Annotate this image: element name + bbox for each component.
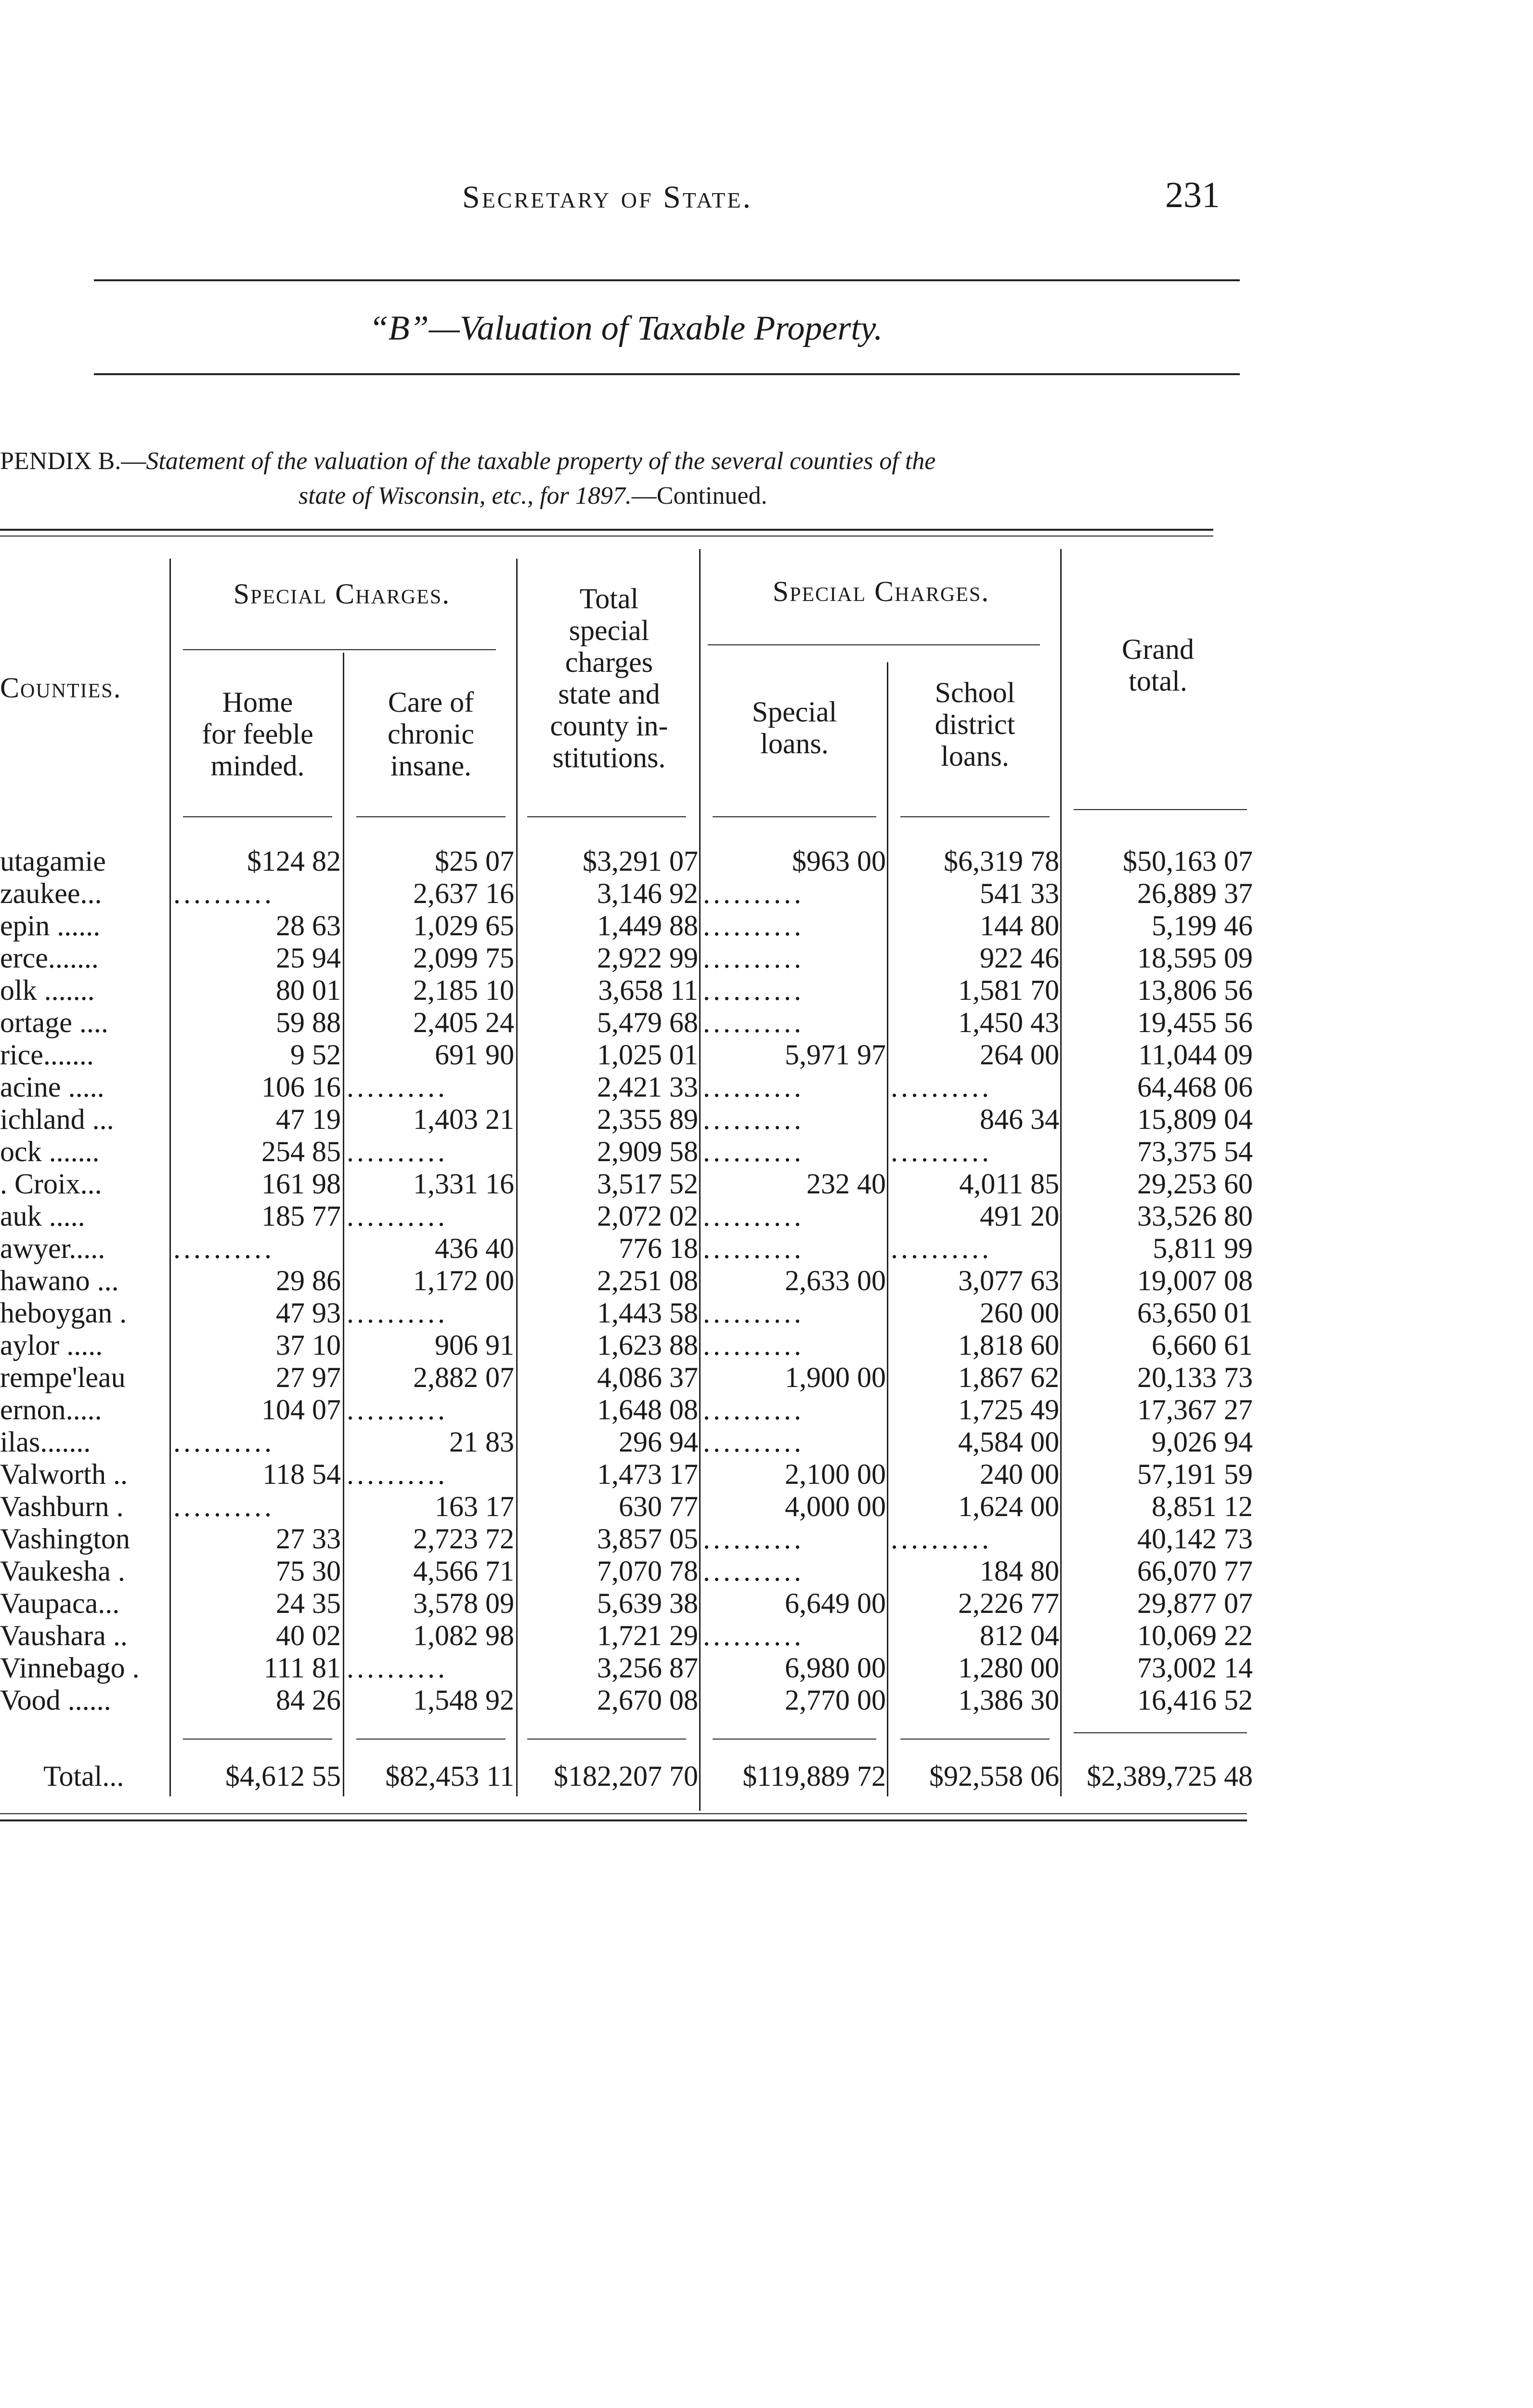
grand-total-cell: 57,191 59 [1137,1458,1253,1490]
hdr-bottom-rule-2 [356,816,506,817]
col-header-home-feeble: Home for feeble minded. [202,686,313,782]
table-row [0,974,1261,1007]
county-name: heboygan . [0,1297,127,1329]
table-row [0,1039,1261,1071]
table-row [0,1652,1261,1684]
total-special-cell: 3,658 11 [598,974,698,1006]
hdr-bottom-rule-3 [527,816,686,817]
home-feeble-cell: 27 33 [276,1523,341,1555]
special-loans-cell: 6,980 00 [785,1652,886,1684]
sum-rule-1 [183,1739,332,1740]
special-loans-cell: .......... [703,942,804,974]
county-name: ilas....... [0,1426,91,1458]
school-loans-cell: 2,226 77 [958,1587,1059,1619]
table-row [0,1265,1261,1297]
school-loans-cell: 144 80 [980,910,1059,942]
group1-underline [183,649,496,650]
top-rule [94,279,1240,281]
col-header-total-special: Total special charges state and county in- stitutions. [550,583,668,773]
county-name: rice....... [0,1039,94,1071]
school-loans-cell: 264 00 [980,1039,1059,1071]
total-special-cell: 7,070 78 [597,1555,698,1587]
total-special-cell: 2,922 99 [597,942,698,974]
table-caption-line1: PENDIX B.—Statement of the valuation of the taxable property of the several counties of the [0,447,936,475]
chronic-insane-cell: 2,637 16 [413,877,514,909]
home-feeble-cell: .......... [173,1491,274,1522]
home-feeble-cell: 28 63 [276,910,341,942]
col-header-special-loans: Special loans. [752,696,837,759]
total-special-cell: 3,857 05 [597,1523,698,1555]
total-special-cell: $3,291 07 [583,845,698,877]
grand-total-cell: 40,142 73 [1137,1523,1253,1555]
chronic-insane-cell: 2,882 07 [413,1361,514,1393]
school-loans-cell: .......... [891,1523,992,1555]
group2-underline [708,644,1040,645]
county-name: Valworth .. [0,1458,128,1490]
special-loans-cell: .......... [703,1394,804,1426]
chronic-insane-cell: .......... [347,1297,448,1329]
home-feeble-cell: 104 07 [261,1394,341,1426]
school-loans-cell: 1,725 49 [958,1394,1059,1426]
county-name: ock ....... [0,1136,100,1167]
section-rule [94,373,1240,375]
chronic-insane-cell: 1,548 92 [413,1684,514,1716]
county-name: aylor ..... [0,1329,103,1361]
school-loans-cell: 1,581 70 [958,974,1059,1006]
table-row [0,1232,1261,1265]
col-header-chronic-insane: Care of chronic insane. [388,686,474,782]
home-feeble-cell: 80 01 [276,974,341,1006]
total-special-cell: 5,639 38 [597,1587,698,1619]
grand-total-cell: 19,455 56 [1137,1007,1253,1038]
table-row [0,1007,1261,1039]
chronic-insane-cell: 691 90 [435,1039,514,1071]
total-home: $4,612 55 [225,1760,341,1792]
school-loans-cell: 1,386 30 [958,1684,1059,1716]
grand-total-cell: 18,595 09 [1137,942,1253,974]
bottom-rule-thin [0,1813,1247,1814]
special-loans-cell: .......... [703,1555,804,1587]
special-loans-cell: .......... [703,1200,804,1232]
total-special-cell: 2,909 58 [597,1136,698,1167]
special-loans-cell: .......... [703,1426,804,1458]
home-feeble-cell: $124 82 [247,845,341,877]
total-special-cell: 1,648 08 [597,1394,698,1426]
special-loans-cell: .......... [703,974,804,1006]
table-row [0,1684,1261,1716]
school-loans-cell: 1,818 60 [958,1329,1059,1361]
hdr-bottom-rule-4 [713,816,876,817]
school-loans-cell: 1,280 00 [958,1652,1059,1684]
table-row [0,1103,1261,1136]
total-grand: $2,389,725 48 [1087,1760,1253,1792]
chronic-insane-cell: 1,082 98 [413,1620,514,1651]
table-row [0,845,1261,877]
home-feeble-cell: .......... [173,877,274,909]
table-row [0,1329,1261,1361]
chronic-insane-cell: 2,185 10 [413,974,514,1006]
table-row [0,1555,1261,1587]
total-special-cell: 1,623 88 [597,1329,698,1361]
chronic-insane-cell: 1,403 21 [413,1103,514,1135]
county-name: zaukee... [0,877,102,909]
grand-total-cell: 5,199 46 [1152,910,1253,942]
home-feeble-cell: 254 85 [261,1136,341,1167]
sum-rule-5 [900,1739,1050,1740]
total-special-cell: 776 18 [619,1232,698,1264]
home-feeble-cell: 84 26 [276,1684,341,1716]
home-feeble-cell: 9 52 [290,1039,341,1071]
chronic-insane-cell: 2,723 72 [413,1523,514,1555]
school-loans-cell: $6,319 78 [944,845,1059,877]
special-loans-cell: .......... [703,1071,804,1103]
grand-total-cell: 20,133 73 [1137,1361,1253,1393]
table-row [0,877,1261,910]
table-row [0,1168,1261,1200]
county-name: erce....... [0,942,99,974]
total-special-cell: 3,256 87 [597,1652,698,1684]
county-name: Vaupaca... [0,1587,120,1619]
home-feeble-cell: 37 10 [276,1329,341,1361]
school-loans-cell: 260 00 [980,1297,1059,1329]
table-row [0,1200,1261,1232]
county-name: . Croix... [0,1168,102,1200]
table-row [0,1458,1261,1491]
totals-row [0,1760,1261,1793]
total-special-cell: 3,146 92 [597,877,698,909]
home-feeble-cell: 24 35 [276,1587,341,1619]
special-loans-cell: .......... [703,1103,804,1135]
grand-total-cell: 9,026 94 [1152,1426,1253,1458]
total-special-cell: 296 94 [619,1426,698,1458]
grand-total-cell: 73,002 14 [1137,1652,1253,1684]
total-special-charges: $182,207 70 [554,1760,698,1792]
special-loans-cell: 232 40 [806,1168,886,1200]
grand-total-cell: 10,069 22 [1137,1620,1253,1651]
col-header-grand-total: Grand total. [1122,633,1194,697]
special-loans-cell: 2,633 00 [785,1265,886,1296]
total-special-cell: 2,072 02 [597,1200,698,1232]
school-loans-cell: .......... [891,1071,992,1103]
total-special-cell: 2,355 89 [597,1103,698,1135]
county-name: Vood ...... [0,1684,111,1716]
special-loans-cell: .......... [703,910,804,942]
county-name: Vaukesha . [0,1555,125,1587]
special-loans-cell: .......... [703,1620,804,1651]
special-loans-cell: .......... [703,877,804,909]
county-name: ernon..... [0,1394,102,1426]
sum-rule-3 [527,1739,686,1740]
home-feeble-cell: 75 30 [276,1555,341,1587]
bottom-rule [0,1819,1247,1821]
table-caption-line2: state of Wisconsin, etc., for 1897.—Continued. [299,482,767,510]
school-loans-cell: 846 34 [980,1103,1059,1135]
school-loans-cell: 812 04 [980,1620,1059,1651]
special-loans-cell: .......... [703,1523,804,1555]
grand-total-cell: 73,375 54 [1137,1136,1253,1167]
table-row [0,1620,1261,1652]
section-title: “B”—Valuation of Taxable Property. [369,309,883,347]
grand-total-cell: $50,163 07 [1123,845,1253,877]
page-number: 231 [1165,175,1220,215]
special-loans-cell: .......... [703,1232,804,1264]
chronic-insane-cell: 1,331 16 [413,1168,514,1200]
chronic-insane-cell: 436 40 [435,1232,514,1264]
school-loans-cell: 1,450 43 [958,1007,1059,1038]
special-loans-cell: 5,971 97 [785,1039,886,1071]
total-special-cell: 1,025 01 [597,1039,698,1071]
county-name: auk ..... [0,1200,85,1232]
table-top-rule [0,529,1213,531]
grand-total-cell: 11,044 09 [1138,1039,1253,1071]
home-feeble-cell: 185 77 [261,1200,341,1232]
table-row [0,910,1261,942]
school-loans-cell: 1,624 00 [958,1491,1059,1522]
school-loans-cell: .......... [891,1136,992,1167]
special-loans-cell: 2,100 00 [785,1458,886,1490]
school-loans-cell: 4,011 85 [959,1168,1059,1200]
county-name: rempe'leau [0,1361,126,1393]
hdr-bottom-rule-1 [183,816,332,817]
total-special-cell: 1,443 58 [597,1297,698,1329]
table-row [0,942,1261,974]
sum-rule-2 [356,1739,506,1740]
chronic-insane-cell: 2,099 75 [413,942,514,974]
county-name: utagamie [0,845,106,877]
school-loans-cell: 240 00 [980,1458,1059,1490]
grand-total-cell: 29,253 60 [1137,1168,1253,1200]
totals-label: Total... [43,1760,124,1792]
chronic-insane-cell: 906 91 [435,1329,514,1361]
special-loans-cell: 4,000 00 [785,1491,886,1522]
total-special-cell: 1,449 88 [597,910,698,942]
chronic-insane-cell: 3,578 09 [413,1587,514,1619]
chronic-insane-cell: 163 17 [435,1491,514,1522]
total-insane: $82,453 11 [385,1760,514,1792]
special-loans-cell: 1,900 00 [785,1361,886,1393]
county-name: epin ...... [0,910,101,942]
chronic-insane-cell: 21 83 [449,1426,514,1458]
county-name: hawano ... [0,1265,119,1296]
total-special-cell: 2,421 33 [597,1071,698,1103]
hdr-bottom-rule-6 [1074,809,1247,810]
total-school-loans: $92,558 06 [929,1760,1059,1792]
special-loans-cell: .......... [703,1136,804,1167]
home-feeble-cell: 106 16 [261,1071,341,1103]
chronic-insane-cell: .......... [347,1071,448,1103]
county-name: awyer..... [0,1232,105,1264]
grand-total-cell: 26,889 37 [1137,877,1253,909]
school-loans-cell: 541 33 [980,877,1059,909]
grand-total-cell: 16,416 52 [1137,1684,1253,1716]
county-name: Vaushara .. [0,1620,128,1651]
chronic-insane-cell: .......... [347,1652,448,1684]
chronic-insane-cell: 1,029 65 [413,910,514,942]
total-special-cell: 1,473 17 [597,1458,698,1490]
county-name: Vinnebago . [0,1652,140,1684]
chronic-insane-cell: 2,405 24 [413,1007,514,1038]
total-special-cell: 2,251 08 [597,1265,698,1296]
county-name: ortage .... [0,1007,108,1038]
home-feeble-cell: 47 93 [276,1297,341,1329]
school-loans-cell: 922 46 [980,942,1059,974]
col-header-counties: Counties. [0,672,122,704]
chronic-insane-cell: .......... [347,1136,448,1167]
home-feeble-cell: 59 88 [276,1007,341,1038]
county-name: acine ..... [0,1071,104,1103]
home-feeble-cell: 47 19 [276,1103,341,1135]
home-feeble-cell: 27 97 [276,1361,341,1393]
total-special-cell: 3,517 52 [597,1168,698,1200]
home-feeble-cell: 25 94 [276,942,341,974]
school-loans-cell: 184 80 [980,1555,1059,1587]
chronic-insane-cell: 1,172 00 [413,1265,514,1296]
chronic-insane-cell: $25 07 [435,845,514,877]
grand-total-cell: 64,468 06 [1137,1071,1253,1103]
grand-total-cell: 8,851 12 [1152,1491,1253,1522]
grand-total-cell: 5,811 99 [1153,1232,1253,1264]
total-special-cell: 1,721 29 [597,1620,698,1651]
home-feeble-cell: 118 54 [262,1458,341,1490]
total-special-cell: 2,670 08 [597,1684,698,1716]
county-name: olk ....... [0,974,95,1006]
special-loans-cell: 2,770 00 [785,1684,886,1716]
table-row [0,1394,1261,1426]
chronic-insane-cell: .......... [347,1394,448,1426]
total-special-cell: 630 77 [619,1491,698,1522]
total-special-loans: $119,889 72 [742,1760,886,1792]
total-special-cell: 4,086 37 [597,1361,698,1393]
grand-total-cell: 6,660 61 [1152,1329,1253,1361]
school-loans-cell: 1,867 62 [958,1361,1059,1393]
grand-total-cell: 15,809 04 [1137,1103,1253,1135]
grand-total-cell: 63,650 01 [1137,1297,1253,1329]
county-name: Vashington [0,1523,130,1555]
home-feeble-cell: 111 81 [263,1652,341,1684]
col-header-school-loans: School district loans. [935,677,1015,772]
table-row [0,1523,1261,1555]
county-name: Vashburn . [0,1491,124,1522]
grand-total-cell: 66,070 77 [1137,1555,1253,1587]
chronic-insane-cell: 4,566 71 [413,1555,514,1587]
col-group-special-charges-1: Special Charges. [233,578,451,610]
school-loans-cell: 4,584 00 [958,1426,1059,1458]
special-loans-cell: .......... [703,1329,804,1361]
home-feeble-cell: 40 02 [276,1620,341,1651]
home-feeble-cell: 161 98 [261,1168,341,1200]
grand-total-cell: 33,526 80 [1137,1200,1253,1232]
grand-total-cell: 17,367 27 [1137,1394,1253,1426]
school-loans-cell: .......... [891,1232,992,1264]
sum-rule-4 [713,1739,876,1740]
home-feeble-cell: .......... [173,1426,274,1458]
table-row [0,1136,1261,1168]
table-row [0,1587,1261,1620]
table-top-rule-thin [0,536,1213,537]
running-title: Secretary of State. [462,180,753,215]
grand-total-cell: 29,877 07 [1137,1587,1253,1619]
school-loans-cell: 3,077 63 [958,1265,1059,1296]
special-loans-cell: 6,649 00 [785,1587,886,1619]
table-row [0,1361,1261,1394]
home-feeble-cell: .......... [173,1232,274,1264]
chronic-insane-cell: .......... [347,1200,448,1232]
sum-rule-6 [1074,1732,1247,1733]
special-loans-cell: .......... [703,1297,804,1329]
total-special-cell: 5,479 68 [597,1007,698,1038]
hdr-bottom-rule-5 [900,816,1050,817]
grand-total-cell: 19,007 08 [1137,1265,1253,1296]
county-name: ichland ... [0,1103,114,1135]
table-row [0,1297,1261,1329]
school-loans-cell: 491 20 [980,1200,1059,1232]
table-row [0,1426,1261,1458]
home-feeble-cell: 29 86 [276,1265,341,1296]
table-row [0,1491,1261,1523]
special-loans-cell: .......... [703,1007,804,1038]
special-loans-cell: $963 00 [792,845,886,877]
table-row [0,1071,1261,1103]
grand-total-cell: 13,806 56 [1137,974,1253,1006]
col-group-special-charges-2: Special Charges. [772,576,990,607]
chronic-insane-cell: .......... [347,1458,448,1490]
